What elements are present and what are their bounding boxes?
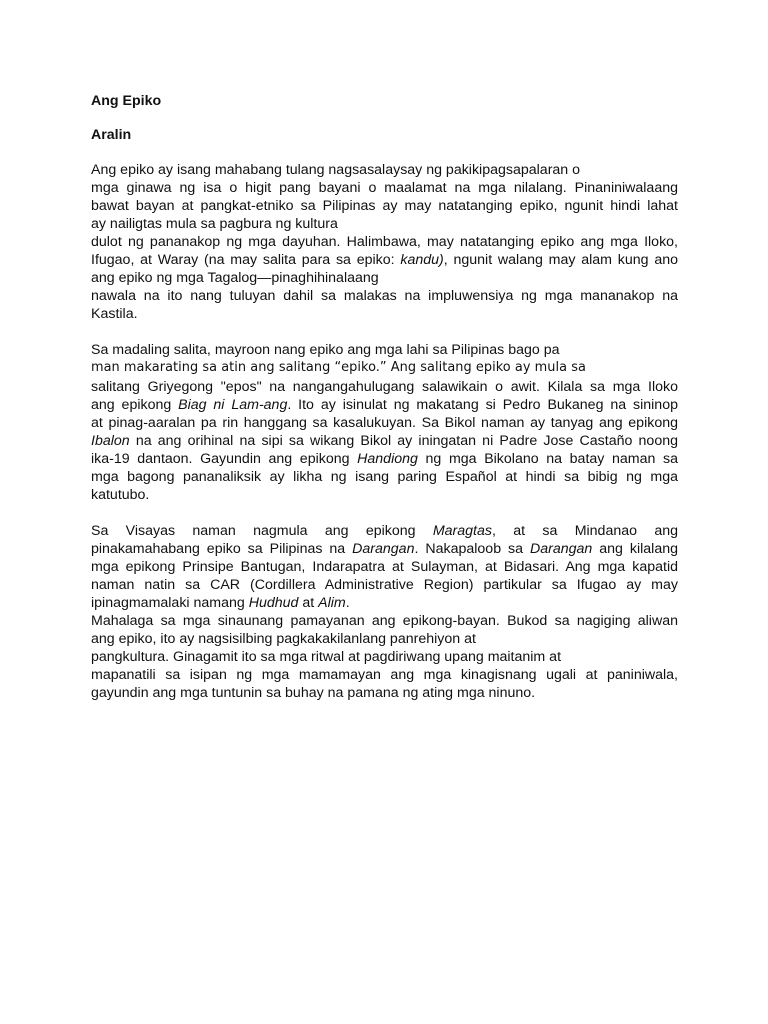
text-line: man makarating sa atin ang salitang “epiko.” Ang salitang epiko ay mula sa	[91, 360, 586, 376]
text-run: at	[298, 595, 319, 612]
italic-term: Ibalon	[91, 432, 130, 449]
text-line	[91, 251, 678, 269]
italic-term: Hudhud	[248, 595, 299, 612]
text-line	[91, 450, 678, 468]
paragraph-1	[91, 161, 678, 323]
paragraph-4	[91, 612, 678, 702]
text-line	[91, 594, 678, 612]
text-line	[91, 432, 678, 450]
text-run: Ifugao, at Waray (na may salita para sa epiko:	[91, 252, 401, 269]
document-page	[91, 92, 678, 702]
text-line: ang epiko, ito ay nagsisilbing pagkakakilanlang panrehiyon at	[91, 631, 476, 648]
text-run: pinakamahabang epiko sa Pilipinas na	[91, 540, 353, 557]
italic-term: Darangan	[529, 540, 593, 557]
italic-term: Handiong	[357, 450, 418, 467]
paragraph-2	[91, 341, 678, 503]
text-line	[91, 522, 678, 540]
paragraph-3	[91, 522, 678, 612]
italic-term: Alim	[318, 595, 346, 612]
section-heading: Aralin	[91, 127, 132, 143]
text-line: Ang epiko ay isang mahabang tulang nagsasalaysay ng pakikipagsapalaran o	[91, 162, 581, 178]
text-line: pangkultura. Ginagamit ito sa mga ritwal at pagdiriwang upang maitanim at	[91, 649, 562, 666]
text-line	[91, 540, 678, 558]
text-run: , at sa Mindanao ang	[491, 522, 678, 539]
text-line: mga ginawa ng isa o higit pang bayani o maalamat na mga nilalang. Pinaniniwalaang	[91, 180, 678, 197]
italic-term: Maragtas	[432, 522, 492, 539]
text-line: Sa madaling salita, mayroon nang epiko ang mga lahi sa Pilipinas bago pa	[91, 342, 560, 359]
text-line: dulot ng pananakop ng mga dayuhan. Halimbawa, may natatanging epiko ang mga Iloko,	[91, 234, 678, 251]
document-title: Ang Epiko	[91, 93, 162, 109]
text-line: salitang Griyegong "epos" na nangangahulugang salawikain o awit. Kilala sa mga Iloko	[91, 378, 678, 395]
text-line: at pinag-aaralan pa rin hanggang sa kasalukuyan. Sa Bikol naman ay tanyag ang epikong	[91, 414, 678, 431]
text-line: bawat bayan at pangkat-etniko sa Pilipinas ay may natatanging epiko, ngunit hindi lahat	[91, 198, 678, 215]
text-line: katutubo.	[91, 486, 150, 503]
text-run: ang epikong	[91, 396, 179, 413]
text-run: na ang orihinal na sipi sa wikang Bikol ay iningatan ni Padre Jose Castaño noong	[129, 432, 678, 449]
text-line: mapanatili sa isipan ng mga mamamayan ang mga kinagisnang ugali at paniniwala,	[91, 667, 678, 684]
text-line: ay nailigtas mula sa pagbura ng kultura	[91, 216, 338, 233]
text-line: ang epiko ng mga Tagalog—pinaghihinalaang	[91, 270, 379, 287]
text-run: . Ito ay isinulat ng makatang si Pedro Bukaneg na sininop	[287, 396, 678, 413]
text-run: ng mga Bikolano na batay naman sa	[417, 450, 679, 467]
text-line: mga epikong Prinsipe Bantugan, Indarapatra at Sulayman, at Bidasari. Ang mga kapatid	[91, 558, 678, 575]
italic-term: Darangan	[352, 540, 415, 557]
italic-term: Biag ni Lam-ang	[178, 396, 288, 413]
text-run: .	[345, 595, 350, 612]
text-line: gayundin ang mga tuntunin sa buhay na pamana ng ating mga ninuno.	[91, 685, 536, 702]
text-line: Mahalaga sa mga sinaunang pamayanan ang epikong-bayan. Bukod sa nagiging aliwan	[91, 613, 678, 630]
text-line: naman natin sa CAR (Cordillera Administrative Region) partikular sa Ifugao ay may	[91, 576, 678, 593]
text-run: ipinagmamalaki namang	[91, 595, 249, 612]
italic-term: kandu)	[400, 252, 444, 269]
text-run: ang kilalang	[592, 540, 678, 557]
text-line: mga bagong pananaliksik ay likha ng isang paring Español at hindi sa bibig ng mga	[91, 468, 678, 485]
text-line: nawala na ito nang tuluyan dahil sa malakas na impluwensiya ng mga mananakop na	[91, 288, 678, 305]
text-run: . Nakapaloob sa	[414, 540, 530, 557]
text-run: Sa Visayas naman nagmula ang epikong	[91, 522, 433, 539]
text-run: ika-19 dantaon. Gayundin ang epikong	[91, 450, 358, 467]
text-line	[91, 396, 678, 414]
text-line: Kastila.	[91, 306, 138, 323]
text-run: , ngunit walang may alam kung ano	[443, 252, 678, 269]
